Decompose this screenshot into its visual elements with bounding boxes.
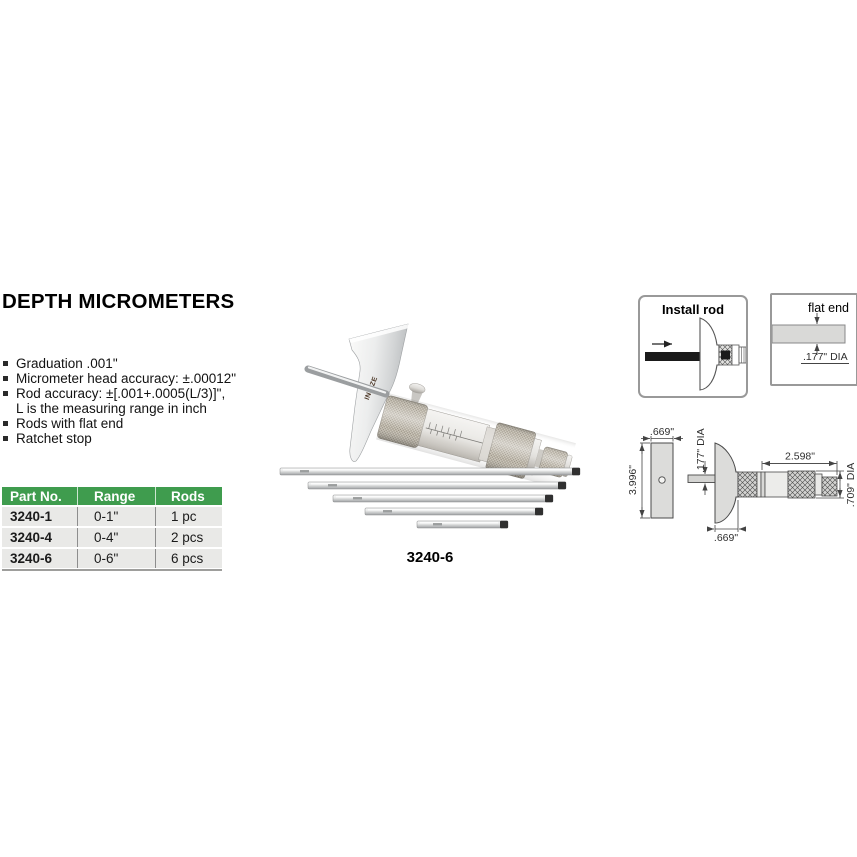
table-row — [2, 507, 222, 526]
table-row — [2, 528, 222, 547]
feature-item — [2, 431, 236, 446]
base-width-label: .669" — [649, 426, 675, 438]
bullet-square-icon — [3, 376, 8, 381]
feature-text: Graduation .001" — [16, 356, 118, 371]
cell-rods: 6 pcs — [171, 551, 204, 566]
rod-dia-label: .177" DIA — [695, 428, 707, 473]
cell-part-no: 3240-4 — [2, 528, 78, 547]
feature-item — [2, 386, 236, 401]
rod-being-inserted — [645, 352, 700, 361]
body-side-view — [738, 471, 837, 498]
rod-4 — [365, 508, 543, 516]
feature-text: Micrometer head accuracy: ±.00012" — [16, 371, 237, 386]
bullet-square-icon — [3, 361, 8, 366]
install-rod-box — [638, 295, 748, 398]
feature-item — [2, 371, 236, 386]
bullet-square-icon — [3, 391, 8, 396]
thimble-dia-label: .709" DIA — [845, 462, 857, 508]
page-title: DEPTH MICROMETERS — [2, 290, 235, 313]
rod-2 — [308, 482, 566, 490]
base-front-view — [651, 443, 673, 518]
product-caption: 3240-6 — [406, 549, 454, 566]
table-bottom-border — [2, 569, 222, 571]
rod-3 — [333, 495, 553, 503]
feature-text: Ratchet stop — [16, 431, 92, 446]
col-header-part-no: Part No. — [2, 487, 78, 505]
flat-end-title: flat end — [807, 301, 849, 315]
feature-text: Rods with flat end — [16, 416, 124, 431]
product-photo — [270, 315, 590, 575]
bullet-square-icon — [3, 421, 8, 426]
col-header-rods: Rods — [171, 488, 205, 504]
install-rod-title: Install rod — [661, 302, 725, 317]
rod-side-view — [688, 475, 715, 483]
cell-range: 0-1" — [78, 507, 156, 526]
dimension-drawing — [620, 425, 857, 560]
cell-rods: 1 pc — [171, 509, 197, 524]
base-side-view — [715, 443, 738, 523]
cell-part-no: 3240-6 — [2, 549, 78, 568]
table-header-row — [2, 487, 222, 505]
cell-range: 0-4" — [78, 528, 156, 547]
bullet-square-icon — [3, 436, 8, 441]
base-depth-label: .669" — [713, 532, 739, 544]
feature-text: L is the measuring range in inch — [16, 401, 207, 416]
flat-end-box — [770, 293, 857, 386]
clamp-screw-knob — [408, 382, 426, 395]
rod-diameter-label: .177" DIA — [803, 351, 848, 363]
flat-end-diagram — [772, 295, 856, 384]
cell-rods: 2 pcs — [171, 530, 204, 545]
feature-text: Rod accuracy: ±[.001+.0005(L/3)]", — [16, 386, 226, 401]
sleeve-length-label: 2.598" — [784, 450, 816, 463]
micrometer-base-profile — [700, 318, 719, 390]
table-row — [2, 549, 222, 568]
rod-1 — [280, 468, 580, 476]
cell-range: 0-6" — [78, 549, 156, 568]
micrometer-photo-illustration — [270, 315, 590, 575]
rod-5 — [417, 521, 508, 529]
feature-item — [2, 356, 236, 371]
feature-item — [2, 416, 236, 431]
install-rod-diagram — [640, 297, 746, 396]
base-length-dimension — [640, 443, 650, 518]
spec-table — [2, 487, 222, 571]
feature-item-continuation — [2, 401, 236, 416]
col-header-range: Range — [78, 487, 156, 505]
cell-part-no: 3240-1 — [2, 507, 78, 526]
rod-cross-section — [772, 325, 845, 343]
feature-list — [2, 356, 236, 446]
base-length-label: 3.996" — [627, 464, 639, 496]
